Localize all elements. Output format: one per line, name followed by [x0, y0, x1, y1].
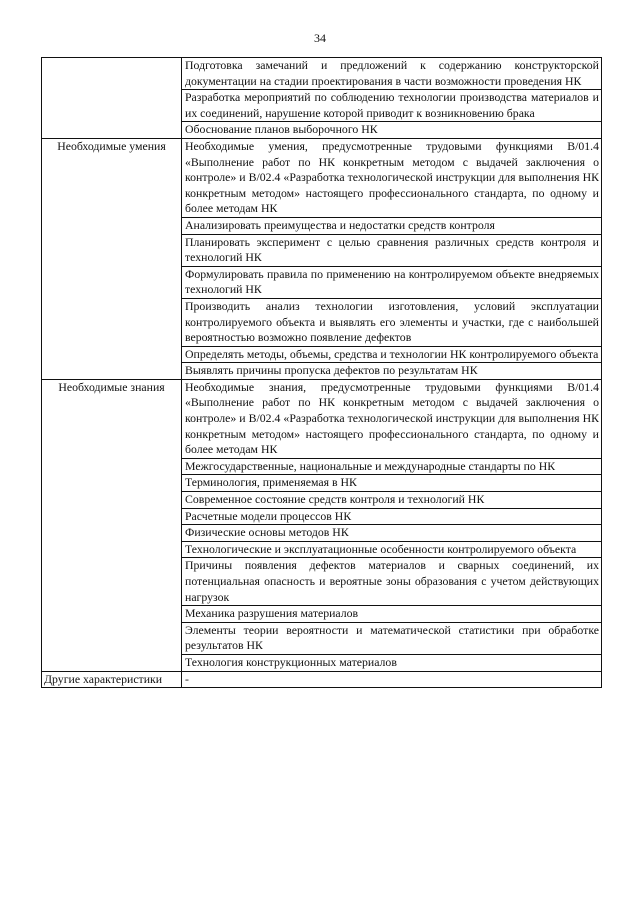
section-label-skills: Необходимые умения [42, 138, 182, 379]
table-cell: Механика разрушения материалов [182, 606, 602, 623]
table-cell: - [182, 671, 602, 688]
table-cell: Необходимые умения, предусмотренные трудовыми функциями В/01.4 «Выполнение работ по НК конкретным методом с выдачей заключения о контроле» и В/02.4 «Разработка технологической инструкции для выполнения НК конкретным методом» настоящего профессионального стандарта, по одному и более методам НК [182, 138, 602, 217]
table-cell: Анализировать преимущества и недостатки средств контроля [182, 217, 602, 234]
table-cell: Разработка мероприятий по соблюдению технологии производства материалов и их соединений, нарушение которой приводит к возникновению брака [182, 90, 602, 122]
section-label-knowledge: Необходимые знания [42, 379, 182, 671]
table-row [42, 671, 602, 688]
table-row [42, 379, 602, 458]
table-cell: Подготовка замечаний и предложений к содержанию конструкторской документации на стадии проектирования в части возможности проведения НК [182, 58, 602, 90]
table-cell: Необходимые знания, предусмотренные трудовыми функциями В/01.4 «Выполнение работ по НК конкретным методом с выдачей заключения о контроле» и В/02.4 «Разработка технологической инструкции для выполнения НК конкретным методом» настоящего профессионального стандарта, по одному и более методам НК [182, 379, 602, 458]
table-row [42, 138, 602, 217]
requirements-table [41, 57, 602, 688]
table-cell: Формулировать правила по применению на контролируемом объекте внедряемых технологий НК [182, 266, 602, 298]
table-cell: Выявлять причины пропуска дефектов по результатам НК [182, 363, 602, 380]
table-cell: Технологические и эксплуатационные особенности контролируемого объекта [182, 541, 602, 558]
section-label-other: Другие характеристики [42, 671, 182, 688]
table-cell: Терминология, применяемая в НК [182, 475, 602, 492]
table-cell: Обоснование планов выборочного НК [182, 122, 602, 139]
table-row [42, 58, 602, 90]
requirements-table-body [42, 58, 602, 688]
page-number: 34 [314, 31, 326, 45]
section-label-continued [42, 58, 182, 139]
table-cell: Технология конструкционных материалов [182, 654, 602, 671]
table-cell: Планировать эксперимент с целью сравнения различных средств контроля и технологий НК [182, 234, 602, 266]
table-cell: Определять методы, объемы, средства и технологии НК контролируемого объекта [182, 346, 602, 363]
table-cell: Производить анализ технологии изготовления, условий эксплуатации контролируемого объекта и выявлять его элементы и участки, где с наибольшей вероятностью возможно появление дефектов [182, 298, 602, 346]
table-cell: Межгосударственные, национальные и международные стандарты по НК [182, 458, 602, 475]
table-cell: Физические основы методов НК [182, 525, 602, 542]
table-cell: Современное состояние средств контроля и технологий НК [182, 492, 602, 509]
table-cell: Расчетные модели процессов НК [182, 508, 602, 525]
table-cell: Причины появления дефектов материалов и сварных соединений, их потенциальная опасность и вероятные зоны образования с учетом действующих нагрузок [182, 558, 602, 606]
table-cell: Элементы теории вероятности и математической статистики при обработке результатов НК [182, 622, 602, 654]
